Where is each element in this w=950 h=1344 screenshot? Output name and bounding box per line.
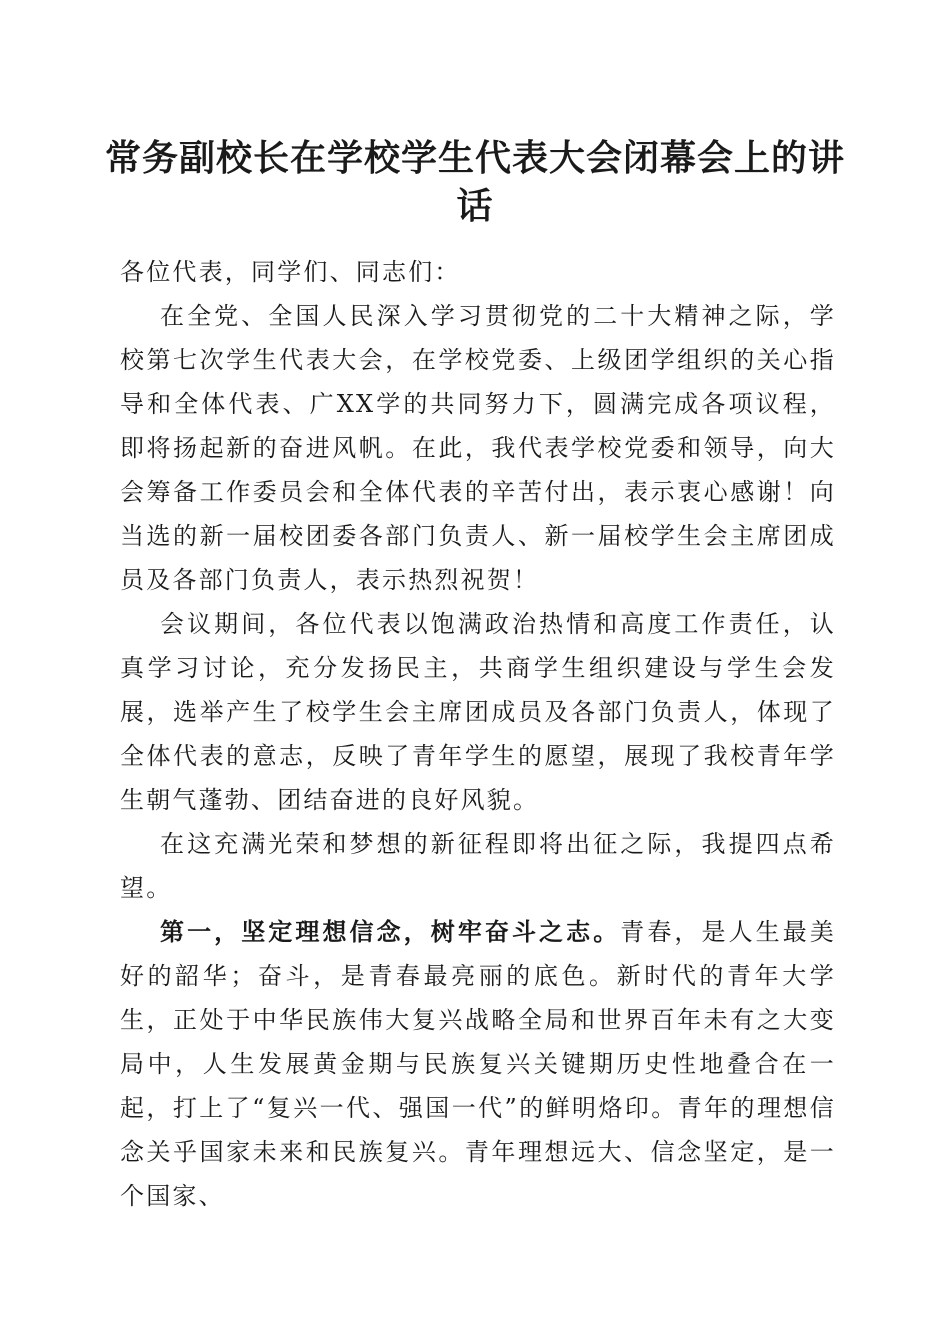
- body-paragraph: [120, 294, 836, 602]
- body-paragraph: [120, 602, 836, 822]
- paragraph-text: 在全党、全国人民深入学习贯彻党的二十大精神之际，学校第七次学生代表大会，在学校党委、上级团学组织的关心指导和全体代表、广XX学的共同努力下，圆满完成各项议程，即将扬起新的奋进风帆。在此，我代表学校党委和领导，向大会筹备工作委员会和全体代表的辛苦付出，表示衷心感谢！向当选的新一届校团委各部门负责人、新一届校学生会主席团成员及各部门负责人，表示热烈祝贺！: [120, 302, 836, 594]
- document-title: 常务副校长在学校学生代表大会闭幕会上的讲话: [104, 137, 845, 227]
- body-paragraph: [120, 910, 836, 1218]
- paragraph-text: 青春，是人生最美好的韶华；奋斗，是青春最亮丽的底色。新时代的青年大学生，正处于中华民族伟大复兴战略全局和世界百年未有之大变局中，人生发展黄金期与民族复兴关键期历史性地叠合在一起，打上了“复兴一代、强国一代”的鲜明烙印。青年的理想信念关乎国家未来和民族复兴。青年理想远大、信念坚定，是一个国家、: [120, 918, 836, 1210]
- salutation: 各位代表，同学们、同志们：: [120, 258, 461, 286]
- document-body: [120, 250, 836, 1218]
- paragraph-text: 会议期间，各位代表以饱满政治热情和高度工作责任，认真学习讨论，充分发扬民主，共商学生组织建设与学生会发展，选举产生了校学生会主席团成员及各部门负责人，体现了全体代表的意志，反映了青年学生的愿望，展现了我校青年学生朝气蓬勃、团结奋进的良好风貌。: [120, 610, 836, 814]
- paragraph-text: 在这充满光荣和梦想的新征程即将出征之际，我提四点希望。: [120, 830, 836, 902]
- body-paragraph: [120, 822, 836, 910]
- paragraph-lead-heading: 第一，坚定理想信念，树牢奋斗之志。: [160, 917, 621, 946]
